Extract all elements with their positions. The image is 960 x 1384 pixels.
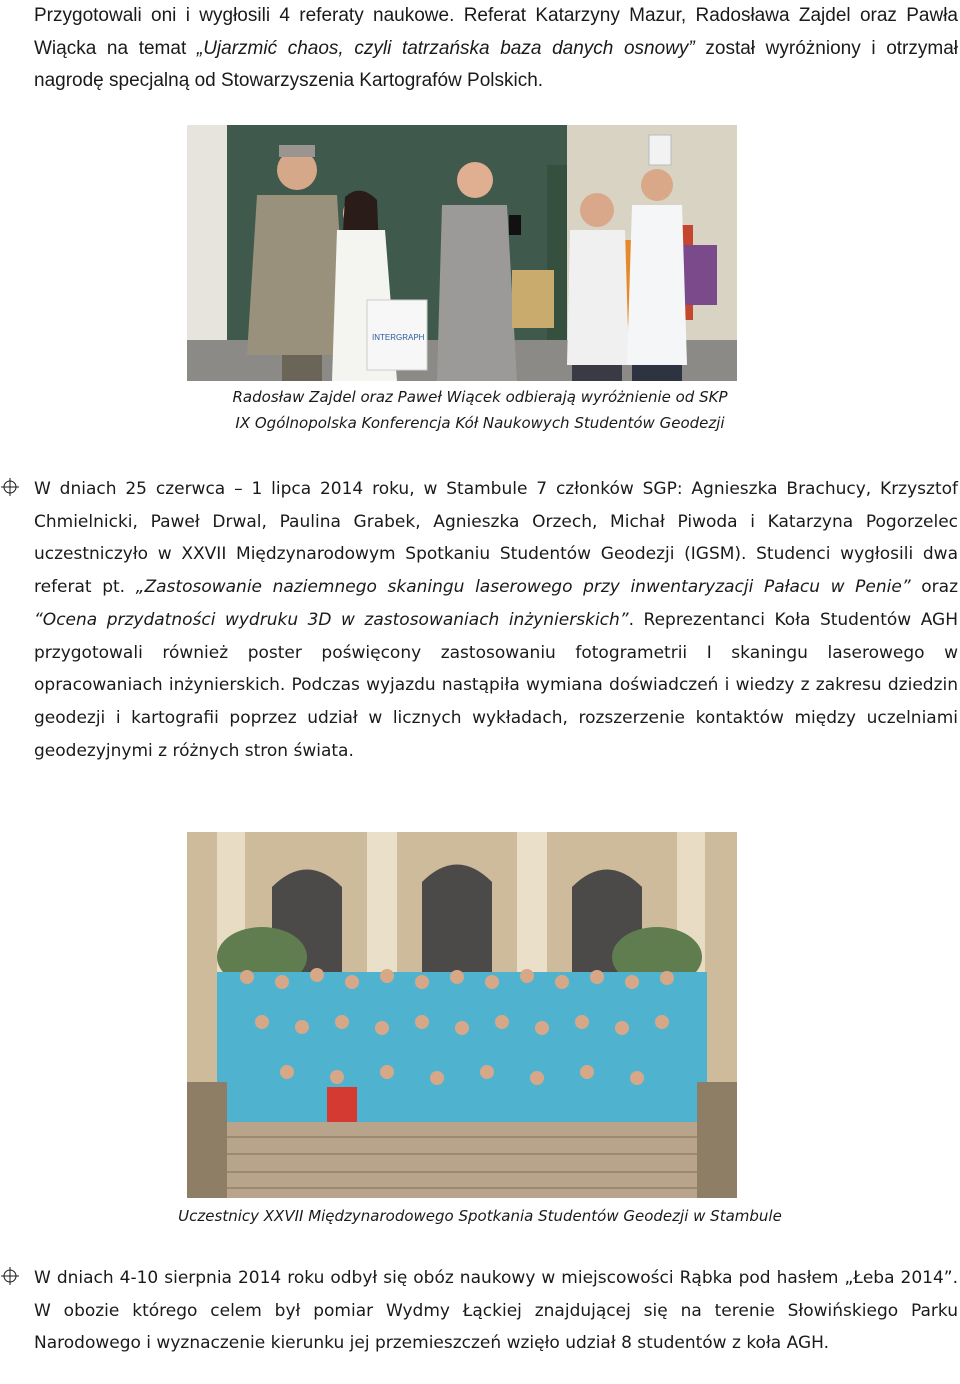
crosshair-bullet-icon <box>0 1266 20 1286</box>
group-photo-illustration <box>187 832 737 1198</box>
award-photo-caption <box>0 384 960 436</box>
award-caption-line-1: Radosław Zajdel oraz Paweł Wiącek odbierają wyróżnienie od SKP <box>232 388 728 406</box>
intro-paper-title: „Ujarzmić chaos, czyli tatrzańska baza danych osnowy” <box>196 37 695 59</box>
award-ceremony-illustration <box>187 125 737 381</box>
intro-text-start: Przygotowali oni i wygłosili 4 referaty naukowe. Referat Katarzyny Mazur, Radosława Zajdel oraz Pawła Wiącka na temat <box>34 5 958 59</box>
igsm-list-item <box>0 473 960 808</box>
group-photo-caption <box>0 1203 960 1229</box>
igsm-paper-title-2: “Ocena przydatności wydruku 3D w zastosowaniach inżynierskich” <box>34 609 629 630</box>
camp-paragraph: W dniach 4-10 sierpnia 2014 roku odbył się obóz naukowy w miejscowości Rąbka pod hasłem „Łeba 2014”. W obozie którego celem był pomiar Wydmy Łąckiej znajdującej się na terenie Słowińskiego Parku Narodowego i wyznaczenie kierunku jej przemieszczeń wzięło udział 8 studentów z koła AGH. <box>34 1268 958 1354</box>
igsm-text-c: . Reprezentanci Koła Studentów AGH przygotowali również poster poświęcony zastosowaniu fotogrametrii I skaningu laserowego w opracowaniach inżynierskich. Podczas wyjazdu nastąpiła wymiana doświadczeń i wiedzy z zakresu dziedzin geodezji i kartografii poprzez udział w licznych wykładach, rozszerzenie kontaktów między uczelniami geodezyjnymi z różnych stron świata. <box>34 609 958 761</box>
bag-text: INTERGRAPH <box>372 333 425 342</box>
crosshair-bullet-icon <box>0 477 20 497</box>
igsm-paper-title-1: „Zastosowanie naziemnego skaningu laserowego przy inwentaryzacji Pałacu w Penie” <box>135 577 911 598</box>
igsm-text-b: oraz <box>910 577 958 598</box>
group-caption-line: Uczestnicy XXVII Międzynarodowego Spotkania Studentów Geodezji w Stambule <box>178 1207 782 1225</box>
group-photo <box>187 832 737 1198</box>
igsm-paragraph <box>34 473 958 767</box>
igsm-text-a: W dniach 25 czerwca – 1 lipca 2014 roku, w Stambule 7 członków SGP: Agnieszka Brachucy, Krzysztof Chmielnicki, Paweł Drwal, Paulina Grabek, Agnieszka Orzech, Michał Piwoda i Katarzyna Pogorzelec uczestniczyło w XXVII Międzynarodowym Spotkaniu Studentów Geodezji (IGSM). Studenci wygłosili dwa referat pt. <box>34 479 958 598</box>
intro-paragraph <box>34 0 958 98</box>
intro-text-end: został wyróżniony i otrzymał nagrodę specjalną od Stowarzyszenia Kartografów Polskich. <box>34 37 959 91</box>
camp-list-item <box>0 1262 960 1384</box>
award-caption-line-2: IX Ogólnopolska Konferencja Kół Naukowych Studentów Geodezji <box>235 414 725 432</box>
award-ceremony-photo <box>187 125 737 381</box>
